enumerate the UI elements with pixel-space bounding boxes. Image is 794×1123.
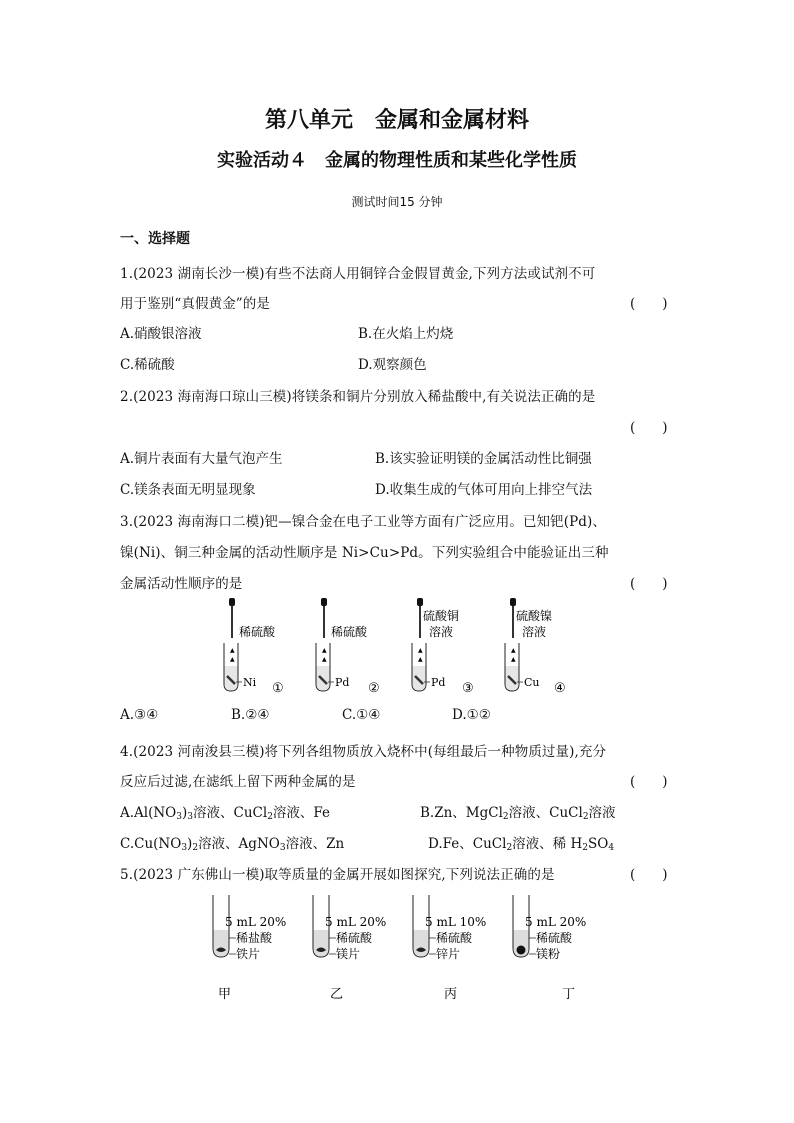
test-time: 测试时间15 分钟 bbox=[351, 195, 443, 209]
q5-tube-ding-label: 丁 bbox=[562, 987, 576, 1002]
q5-tube-yi-label: 乙 bbox=[330, 987, 344, 1002]
q4-option-b[interactable]: B.Zn、MgCl$_2$溶液、CuCl$_2$溶液 bbox=[420, 805, 616, 822]
q1-option-b[interactable]: B.在火焰上灼烧 bbox=[358, 326, 454, 342]
q1-stem-line2: 用于鉴别“真假黄金”的是 bbox=[120, 296, 271, 312]
q1-option-a[interactable]: A.硝酸银溶液 bbox=[120, 326, 202, 342]
q5-tube-bing-label: 丙 bbox=[444, 987, 458, 1002]
q3-tube-3 bbox=[412, 598, 474, 696]
q5-tube-yi bbox=[313, 895, 386, 1002]
q5-tube-ding-metal: 镁粉 bbox=[536, 947, 561, 961]
svg-text:▲: ▲ bbox=[230, 647, 235, 654]
q3-tube-4-num: ④ bbox=[554, 681, 566, 696]
q4-option-d[interactable]: D.Fe、CuCl$_2$溶液、稀 $H_2SO_4$ bbox=[428, 836, 615, 853]
svg-text:▲: ▲ bbox=[322, 647, 327, 654]
q5-tube-jia-vol: 5 mL 20% bbox=[225, 915, 287, 929]
q3-tube-3-metal: Pd bbox=[431, 676, 446, 689]
q5-tube-yi-acid: 稀硫酸 bbox=[336, 931, 373, 945]
q3-tube-3-reagent-l1: 硫酸铜 bbox=[423, 609, 460, 623]
q5-tube-bing-vol: 5 mL 10% bbox=[425, 915, 487, 929]
q3-experiment-figure bbox=[200, 596, 600, 698]
q3-tube-2-metal: Pd bbox=[335, 676, 350, 689]
q1-answer-paren: ( ) bbox=[630, 296, 668, 312]
q3-stem-line3: 金属活动性顺序的是 bbox=[120, 576, 243, 592]
q5-tube-yi-vol: 5 mL 20% bbox=[325, 915, 387, 929]
q2-option-c[interactable]: C.镁条表面无明显现象 bbox=[120, 482, 256, 498]
svg-text:▲: ▲ bbox=[511, 647, 516, 654]
q2-option-d[interactable]: D.收集生成的气体可用向上排空气法 bbox=[375, 482, 593, 498]
svg-text:▲: ▲ bbox=[418, 647, 423, 654]
q4-option-a[interactable]: $A.Al(NO_3)_3$溶液、CuCl$_2$溶液、Fe bbox=[120, 805, 331, 822]
q1-stem-line1: 1.(2023 湖南长沙一模)有些不法商人用铜锌合金假冒黄金,下列方法或试剂不可 bbox=[120, 266, 596, 282]
q3-tube-3-num: ③ bbox=[462, 681, 474, 696]
q3-option-d[interactable]: D.①② bbox=[452, 707, 491, 723]
q3-tube-1-num: ① bbox=[272, 681, 284, 696]
q1-option-d[interactable]: D.观察颜色 bbox=[358, 357, 427, 373]
q3-option-c[interactable]: C.①④ bbox=[342, 707, 381, 723]
q5-tube-ding bbox=[513, 895, 586, 1002]
q5-tube-jia bbox=[213, 895, 286, 1002]
q2-option-a[interactable]: A.铜片表面有大量气泡产生 bbox=[120, 451, 283, 467]
q3-option-a[interactable]: A.③④ bbox=[120, 707, 159, 723]
q3-answer-paren: ( ) bbox=[630, 576, 668, 592]
q3-tube-2-num: ② bbox=[368, 681, 380, 696]
q5-tube-jia-acid: 稀盐酸 bbox=[236, 931, 273, 945]
q3-tube-4-reagent-l1: 硫酸镍 bbox=[516, 609, 553, 623]
q5-experiment-figure bbox=[200, 890, 600, 1005]
q4-stem-line2: 反应后过滤,在滤纸上留下两种金属的是 bbox=[120, 774, 356, 790]
section-title: 一、选择题 bbox=[120, 231, 190, 247]
q3-stem-line1: 3.(2023 海南海口二模)钯—镍合金在电子工业等方面有广泛应用。已知钯(Pd)、 bbox=[120, 514, 607, 530]
q4-option-c[interactable]: $C.Cu(NO_3)_2$溶液、AgNO$_3$溶液、Zn bbox=[120, 836, 345, 853]
q3-tube-4 bbox=[505, 598, 566, 696]
q3-tube-2-reagent: 稀硫酸 bbox=[331, 625, 368, 639]
unit-title: 第八单元 金属和金属材料 bbox=[264, 108, 529, 133]
q3-tube-4-reagent-l2: 溶液 bbox=[522, 625, 547, 639]
q4-answer-paren: ( ) bbox=[630, 774, 668, 790]
svg-text:▲: ▲ bbox=[511, 656, 516, 663]
q3-tube-1-metal: Ni bbox=[243, 676, 257, 689]
q3-stem-line2: 镍(Ni)、铜三种金属的活动性顺序是 Ni>Cu>Pd。下列实验组合中能验证出三种 bbox=[120, 545, 609, 561]
q1-option-c[interactable]: C.稀硫酸 bbox=[120, 357, 175, 373]
q5-tube-ding-acid: 稀硫酸 bbox=[536, 931, 573, 945]
q4-stem-line1: 4.(2023 河南浚县三模)将下列各组物质放入烧杯中(每组最后一种物质过量),充分 bbox=[120, 744, 607, 760]
q5-tube-yi-metal: 镁片 bbox=[336, 947, 361, 961]
q5-tube-jia-label: 甲 bbox=[218, 987, 232, 1002]
q5-tube-jia-metal: 铁片 bbox=[236, 947, 261, 961]
q5-tube-bing-acid: 稀硫酸 bbox=[436, 931, 473, 945]
svg-text:▲: ▲ bbox=[230, 656, 235, 663]
q3-tube-3-reagent-l2: 溶液 bbox=[429, 625, 454, 639]
q3-tube-2 bbox=[316, 598, 380, 696]
activity-title: 实验活动４ 金属的物理性质和某些化学性质 bbox=[217, 150, 577, 171]
q3-tube-4-metal: Cu bbox=[524, 676, 540, 689]
q2-option-b[interactable]: B.该实验证明镁的金属活动性比铜强 bbox=[375, 451, 592, 467]
q3-tube-1 bbox=[224, 598, 284, 696]
q5-tube-ding-vol: 5 mL 20% bbox=[525, 915, 587, 929]
q5-stem-line1: 5.(2023 广东佛山一模)取等质量的金属开展如图探究,下列说法正确的是 bbox=[120, 867, 555, 883]
q3-tube-1-reagent: 稀硫酸 bbox=[239, 625, 276, 639]
svg-text:▲: ▲ bbox=[418, 656, 423, 663]
q3-option-b[interactable]: B.②④ bbox=[231, 707, 270, 723]
q2-stem-line1: 2.(2023 海南海口琼山三模)将镁条和铜片分别放入稀盐酸中,有关说法正确的是 bbox=[120, 389, 596, 405]
q5-tube-bing bbox=[413, 895, 486, 1002]
q2-answer-paren: ( ) bbox=[630, 420, 668, 436]
svg-text:▲: ▲ bbox=[322, 656, 327, 663]
q5-answer-paren: ( ) bbox=[630, 867, 668, 883]
q5-tube-bing-metal: 锌片 bbox=[436, 947, 461, 961]
